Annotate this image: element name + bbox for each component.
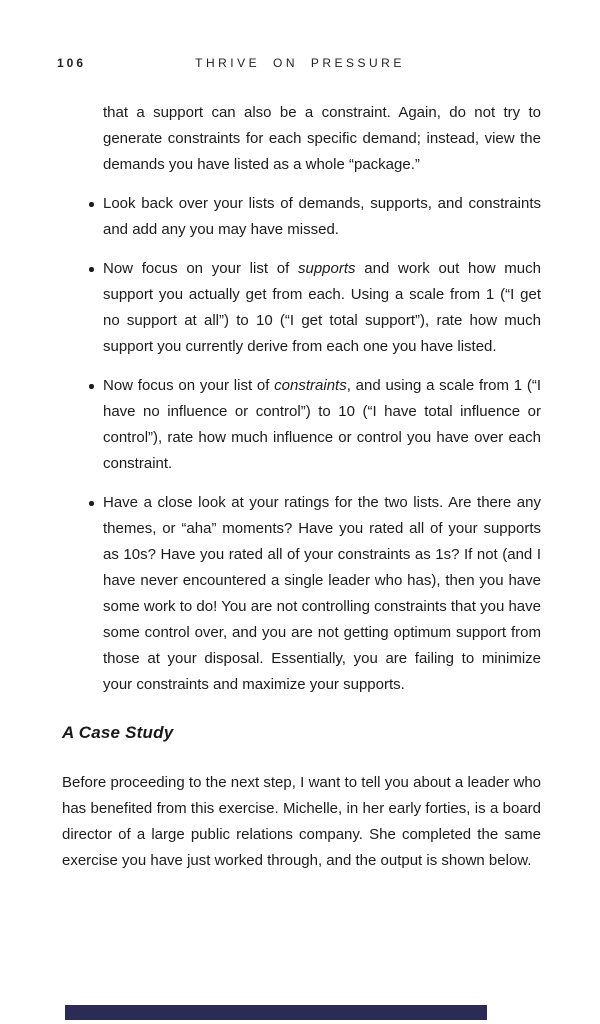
opening-paragraph: that a support can also be a constraint. Again, do not try to generate constraints for each specific demand; instead, view the demands you have listed as a whole “package.” xyxy=(103,104,541,173)
bullet-text: , and using a scale from 1 (“I have no influence or control”) to 10 (“I have total influence or control”), rate how much influence or control you have over each constraint. xyxy=(103,377,541,472)
bullet-icon xyxy=(89,384,94,389)
bullet-text: and work out how much support you actually get from each. Using a scale from 1 (“I get no support at all”) to 10 (“I get total support”), rate how much support you currently derive from each one you have listed. xyxy=(103,260,541,355)
section-heading: A Case Study xyxy=(62,723,174,742)
bullet-icon xyxy=(89,267,94,272)
bullet-italic-term: supports xyxy=(298,260,356,277)
bullet-text: Now focus on your list of xyxy=(103,377,275,394)
bullet-icon xyxy=(89,501,94,506)
bullet-text: Look back over your lists of demands, supports, and constraints and add any you may have missed. xyxy=(103,195,541,238)
bullet-list xyxy=(62,191,541,698)
bullet-item xyxy=(62,256,541,360)
running-title: THRIVE ON PRESSURE xyxy=(195,56,405,70)
bullet-text: Have a close look at your ratings for the two lists. Are there any themes, or “aha” moments? Have you rated all of your supports as 10s? Have you rated all of your constraints as 1s? If not (and I have never encountered a single leader who has), then you have some work to do! You are not controlling constraints that you have some control over, and you are not getting optimum support from those at your disposal. Essentially, you are failing to minimize your constraints and maximize your supports. xyxy=(103,494,541,693)
running-header xyxy=(0,56,600,72)
page-number: 106 xyxy=(57,56,87,70)
bullet-italic-term: constraints xyxy=(274,377,347,394)
bullet-item xyxy=(62,191,541,243)
bullet-icon xyxy=(89,202,94,207)
bullet-item xyxy=(62,490,541,698)
case-study-paragraph: Before proceeding to the next step, I want to tell you about a leader who has benefited from this exercise. Michelle, in her early forties, is a board director of a large public relations company. She completed the same exercise you have just worked through, and the output is shown below. xyxy=(62,774,541,869)
bullet-item xyxy=(62,373,541,477)
bullet-text: Now focus on your list of xyxy=(103,260,298,277)
page-content xyxy=(62,100,541,874)
cutoff-figure-top-edge xyxy=(65,1005,487,1020)
